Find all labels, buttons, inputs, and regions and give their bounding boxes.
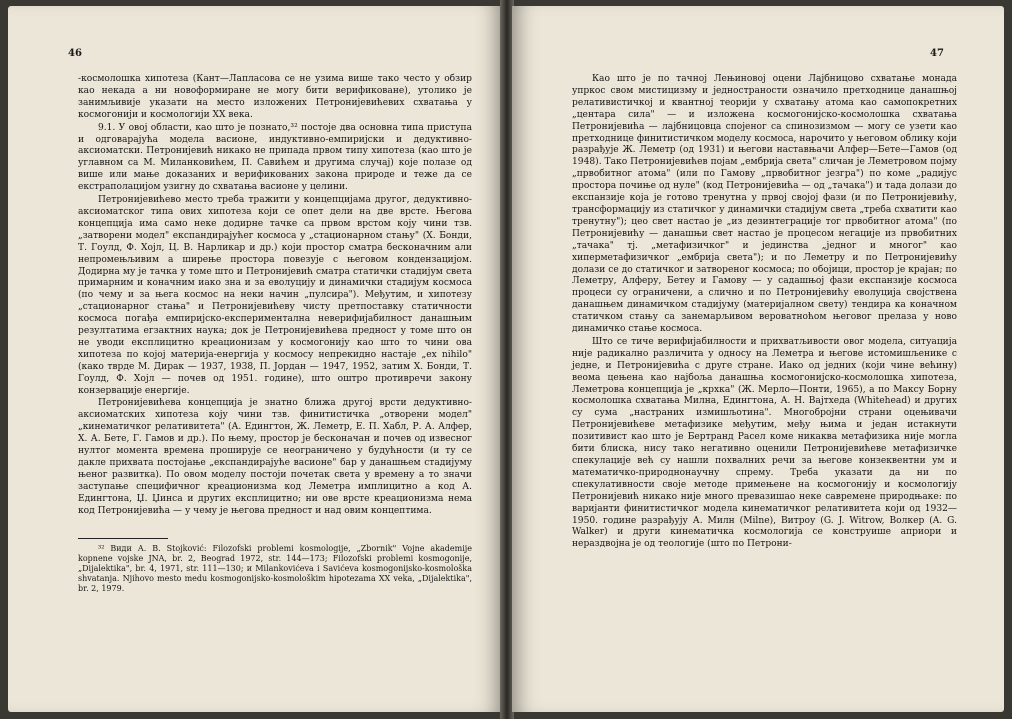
paragraph: -космолошка хипотеза (Кант—Лапласова се не узима више тако често у обзир као некада а ни новоформиране не могу бити верификоване), утолико је занимљивије указати на место изложених Петронијевићевих схватања у космогонији и космологији XX века. xyxy=(78,74,472,120)
footnote: ³² Види А. В. Stojković: Filozofski problemi kosmologije, „Zbornik" Vojne akademije kopnene vojske JNA, br. 2, Beograd 1972, str. 144—173; Filozofski problemi kosmogonije, „Dijalektika", br. 4, 1971, str. 111—130; и Milankovićeva i Savićeva kosmogonijsko-kosmološka shvatanja. Njihovo mesto medu kosmogonijsko-kosmološkim hipotezama XX veka, „Dijalektika", br. 2, 1979. xyxy=(78,543,472,594)
right-page xyxy=(512,6,1004,712)
right-page-body xyxy=(572,74,957,551)
paragraph: 9.1. У овој области, као што је познато,³² постоје два основна типа приступа и одговарајућа модела васионе, индуктивно-емпиријски и дедуктивно-аксиоматски. Петронијевић никако не припада првом типу хипотеза (као што је углавном са М. Миланковићем, П. Савићем и другима случај) које полазе од више или мање доказаних и верификованих закона природе и теже да се екстраполацијом узигну до схватања васионе у целини. xyxy=(78,122,472,193)
page-number: 47 xyxy=(930,48,944,59)
page-number: 46 xyxy=(68,48,82,59)
paragraph: Петронијевићево место треба тражити у концепцијама другог, дедуктивно-аксиоматског типа ових хипотеза који се опет дели на две врсте. Његова концепција има само неке додирне тачке са првом врстом коју чини тзв. „затворени модел" експандирајућег космоса у „стационарном стању" (Х. Бонди, Т. Гоулд, Ф. Хојл, Ц. В. Нарликар и др.) који простор сматра бесконачним али непромењљивим а ширење простора повезује с његовом кондензацијом. Додирна му је тачка у томе што и Петронијевић сматра статички стадијум света примарним и коначним иако зна и за еволуцију и динамички стадијум космоса (по чему и за њега космос на неки начин „пулсира"). Међутим, и хипотезу „стационарног стања" и Петронијевићеву чисту претпоставку статичности космоса погађа емпиријско-експериментална неверифијабилност данашњим резултатима егзактних наука; док је Петронијевићева предност у томе што он не уводи експлицитно креационизам у космогонију као што то чини ова хипотеза по којој материја-енергија у космосу непрекидно настаје „ex nihilo" (како тврде М. Дирак — 1937, 1938, П. Јордан — 1947, 1952, затим Х. Бонди, Т. Гоулд, Ф. Хојл — почев од 1951. године), што оштро противречи закону конзервације енергије. xyxy=(78,195,472,396)
paragraph: Петронијевићева концепција је знатно ближа другој врсти дедуктивно-аксиоматских хипотеза коју чини тзв. финитистичка „отворени модел" „кинематичког релативитета" (А. Едингтон, Ж. Леметр, Е. П. Хабл, Р. А. Алфер, Х. А. Бете, Г. Гамов и др.). По њему, простор је бесконачан и почев од извесног нултог момента времена проширује се неограничено у будућности (и ту се дакле прихвата постојање „експандирајуће васионе" бар у данашњем стадијуму њеног развитка). По овом моделу постоји почетак света у времену а то значи заступање специфичног креационизма код Леметра имплицитно а код А. Едингтона, Џ. Џинса и других експлицитно; ни ове врсте креационизма нема код Петронијевића — у чему је његова предност и над овим концептима. xyxy=(78,398,472,516)
footnote-divider xyxy=(78,538,168,539)
left-page-body xyxy=(78,74,472,595)
paragraph: Што се тиче верифијабилности и прихватљивости овог модела, ситуација није радикално различита у односу на Леметра и његове истомишљенике с једне, и Петронијевића с друге стране. Иако од једних (који чине већину) веома цењена као најбоља данашња космогонијско-космолошка хипотеза, Леметрова концепција је „крхка" (Ж. Мерло—Понти, 1965), а по Максу Борну космолошка схватања Милна, Едингтона, А. Н. Вајтхеда (Whitehead) и других су сума „настраних измишљотина". Многобројни страни оцењивачи Петронијевићеве метафизике међутим, међу њима и један истакнути позитивист као што је Бертранд Расел коме никаква метафизика није могла бити блиска, нису тако негативно оценили Петронијевићеве метафизичке спекулације већ су нашли похвалних речи за његове конзеквентни ум и математичко-природнонаучну спрему. Треба указати да ни по спекулативности своје методе примењене на космогонију и космологију Петронијевић никако није много превазишао неке савремене природњаке: по варијанти финитистичког модела кинематичког релативитета који од 1932— 1950. године разрађују А. Милн (Milne), Витроу (G. J. Witrow, Волкер (A. G. Walker) и други кинематичка космологија се конструише априори и нераздвојна је од теологије (што по Петрони- xyxy=(572,336,957,550)
left-page xyxy=(8,6,502,712)
paragraph: Као што је по тачној Лењиновој оцени Лајбницово схватање монада упркос свом мистицизму и једностраности означило претходнице данашњој релативистичкој и квантној теорији у схватању атома као самопокретних „центара сила" — и изложена космогонијско-космолошка схватања Петронијевића — лајбницовца спојеног са спинозизмом — могу се узети као претходнице финитистичком моделу космоса, нарочито у његовом облику који разрађује Ж. Леметр (од 1931) и његови наставњачи Алфер—Бете—Гамов (од 1948). Тако Петронијевићев појам „ембрија света" сличан је Леметровом појму „првобитног атома" (или по Гамову „првобитног језгра") по коме „радијус простора почиње од нуле" (код Петронијевића — од „тачака") и тада долази до експанзије која је готово тренутна у првој својој фази (и по Петронијевићу, трансформацију из статичког у динамички стадијум света „треба схватити као тренутну"); цео свет настао је „из дезинтеграције тог првобитног атома" (по Петронијевићу — данашњи свет настао је процесом негације из првобитних „тачака" тј. „метафизичког" и јединства „једног и многог" као хиперметафизичког „ембрија света"); и по Леметру и по Петронијевићу долази се до статичког и затвореног космоса; по обојици, простор је крајан; по Леметру, Алферу, Бетеу и Гамову — у садашњој фази експанзије космоса процеси су ограничени, а слично и по Петронијевићу еволуција својствена данашњем динамичком стадијуму (материјалном свету) тендира ка коначном статичком стању са занемарљивом вероватноћом његовог прелаза у ново динамичко стање космоса. xyxy=(572,74,957,335)
